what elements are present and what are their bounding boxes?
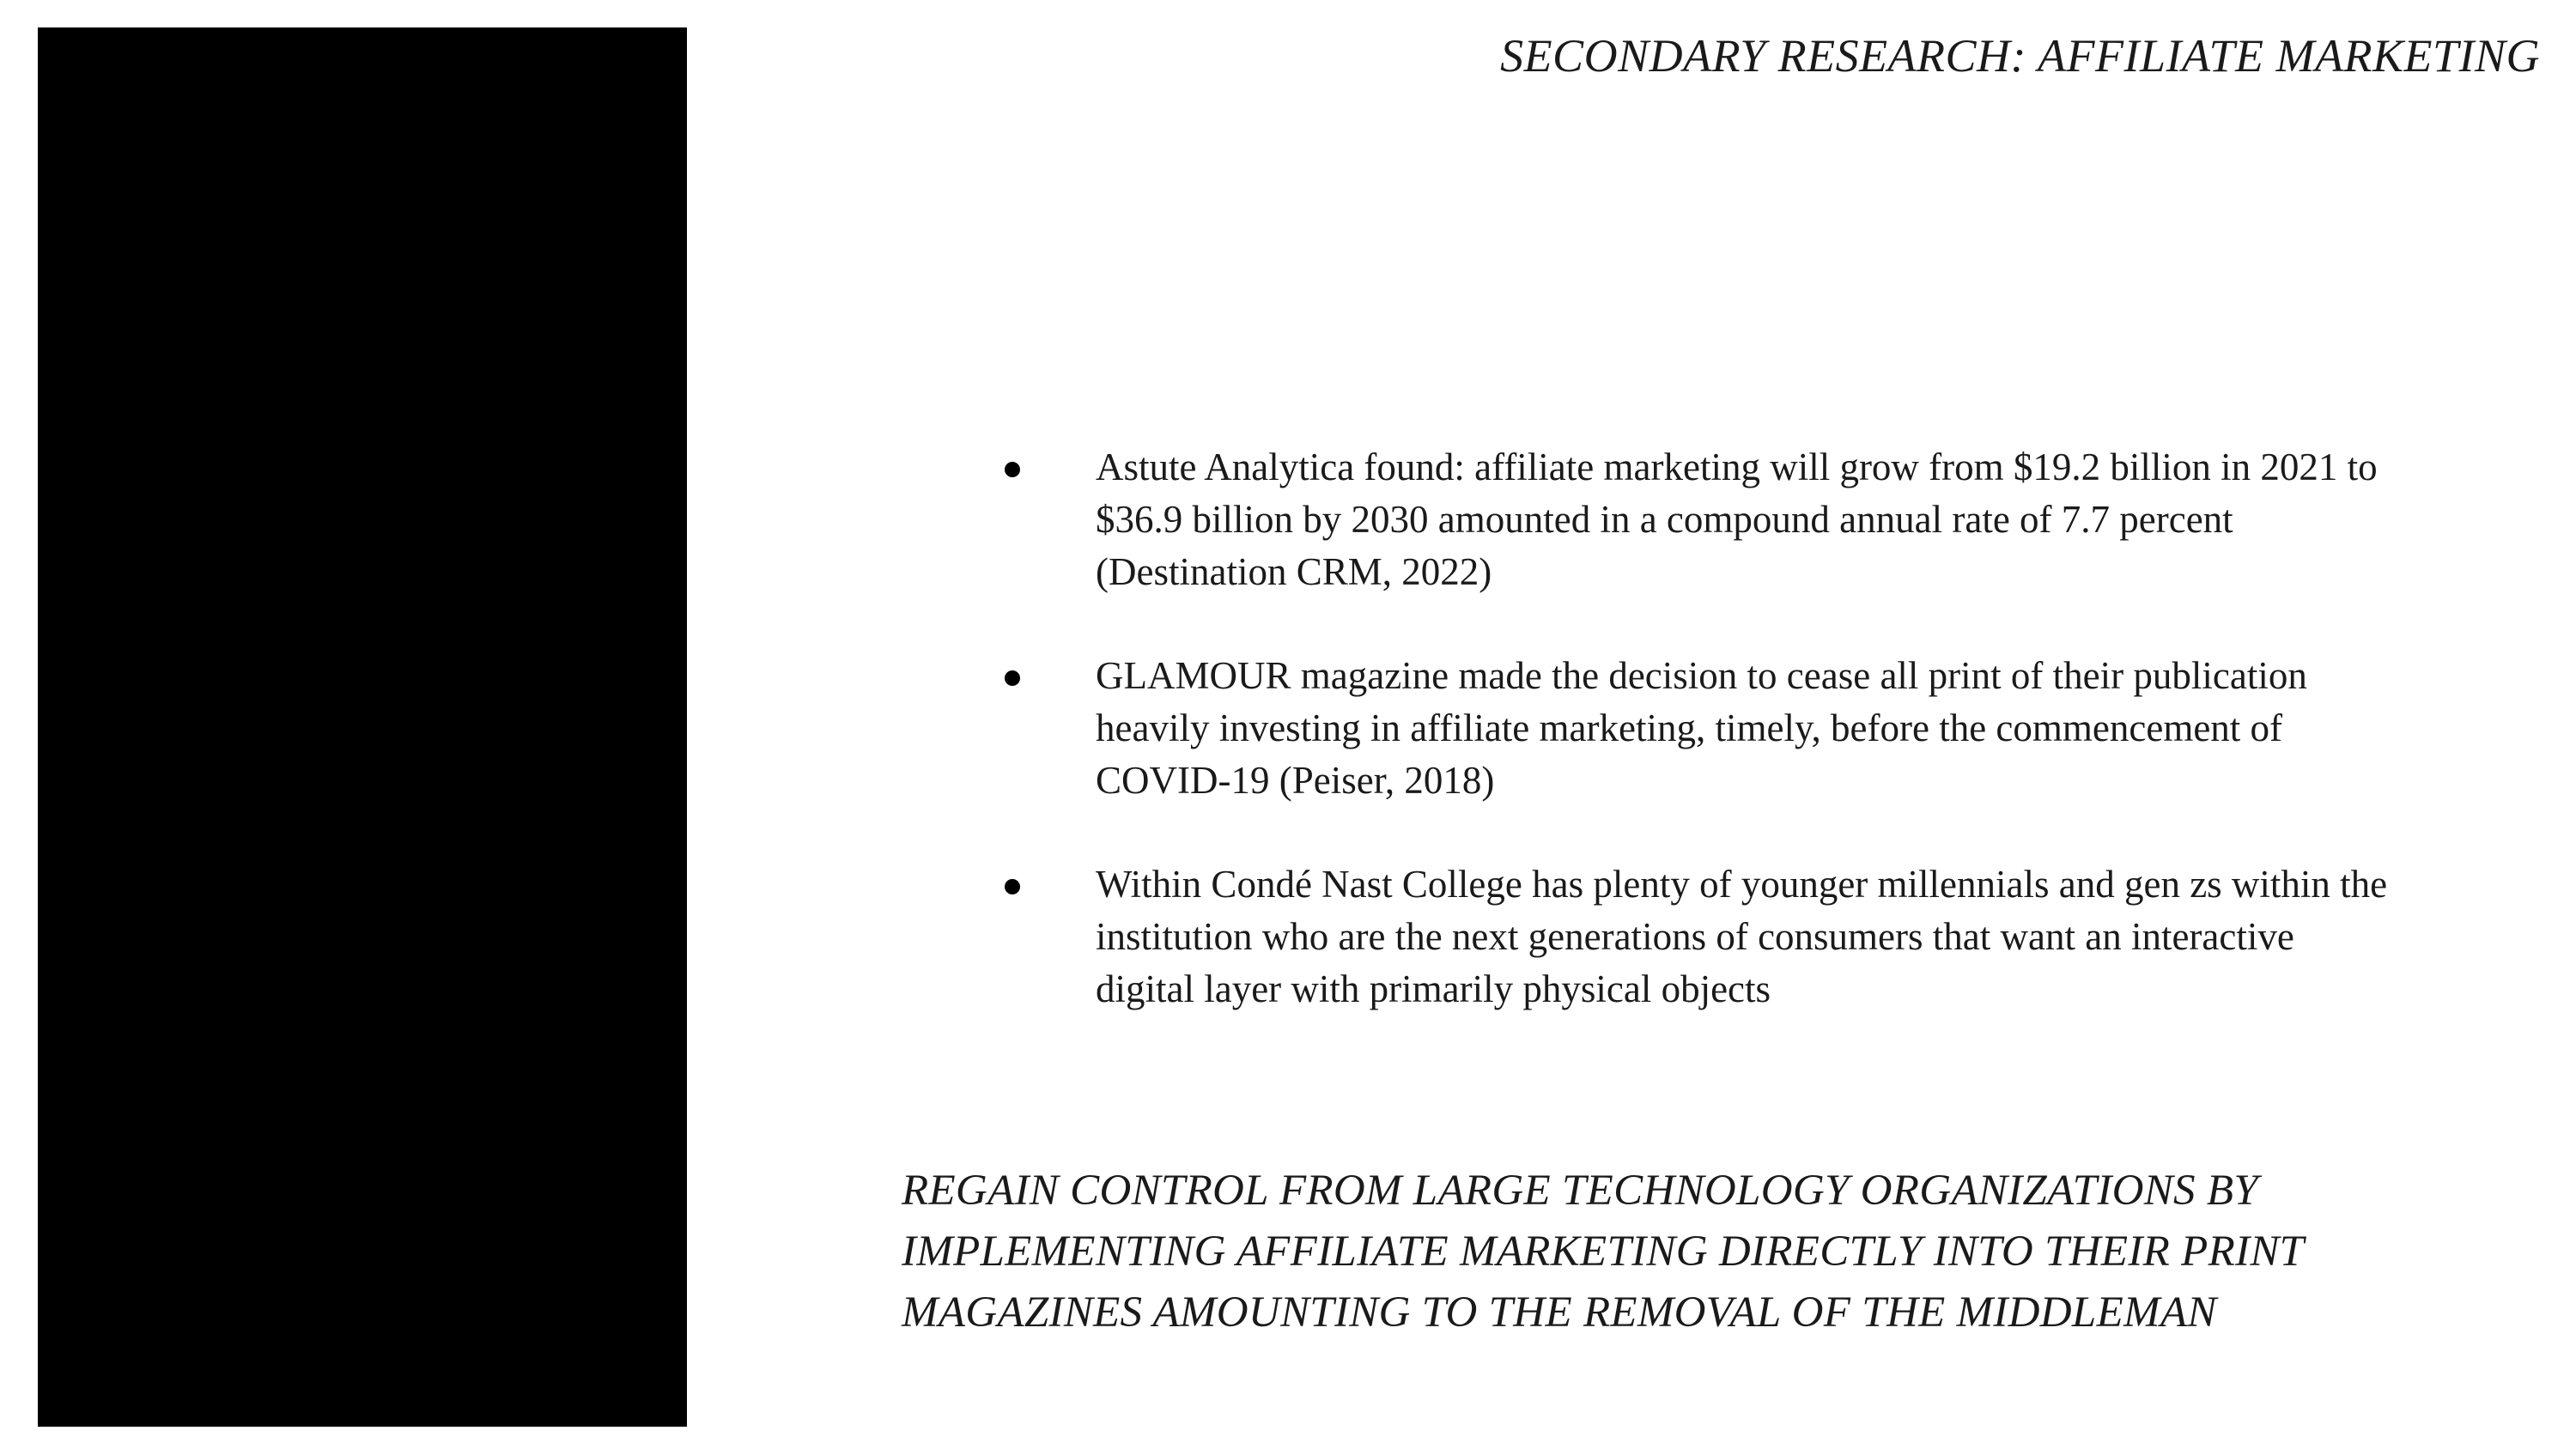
bullet-text: GLAMOUR magazine made the decision to cease all print of their publication heavily investing in affiliate marketing, timely, before the commencement of COVID-19 (Peiser, 2018): [1096, 654, 2307, 802]
bullet-text: Astute Analytica found: affiliate marketing will grow from $19.2 billion in 2021 to $36.9 billion by 2030 amounted in a compound annual rate of 7.7 percent (Destination CRM, 2022): [1096, 446, 2378, 593]
bullet-list: [1005, 441, 2396, 1067]
list-item: [1005, 858, 2396, 1016]
slide-title: SECONDARY RESEARCH: AFFILIATE MARKETING: [1500, 30, 2540, 82]
list-item: [1005, 441, 2396, 598]
conclusion-statement: REGAIN CONTROL FROM LARGE TECHNOLOGY ORGANIZATIONS BY IMPLEMENTING AFFILIATE MARKETING DIRECTLY INTO THEIR PRINT MAGAZINES AMOUNTING TO THE REMOVAL OF THE MIDDLEMAN: [902, 1167, 2304, 1337]
list-item: [1005, 650, 2396, 807]
bullet-icon: [1005, 670, 1020, 686]
bullet-icon: [1005, 879, 1020, 894]
image-placeholder: [38, 27, 687, 1427]
bullet-icon: [1005, 462, 1020, 477]
bullet-text: Within Condé Nast College has plenty of younger millennials and gen zs within the institution who are the next generations of consumers that want an interactive digital layer with primarily physical objects: [1096, 863, 2388, 1010]
